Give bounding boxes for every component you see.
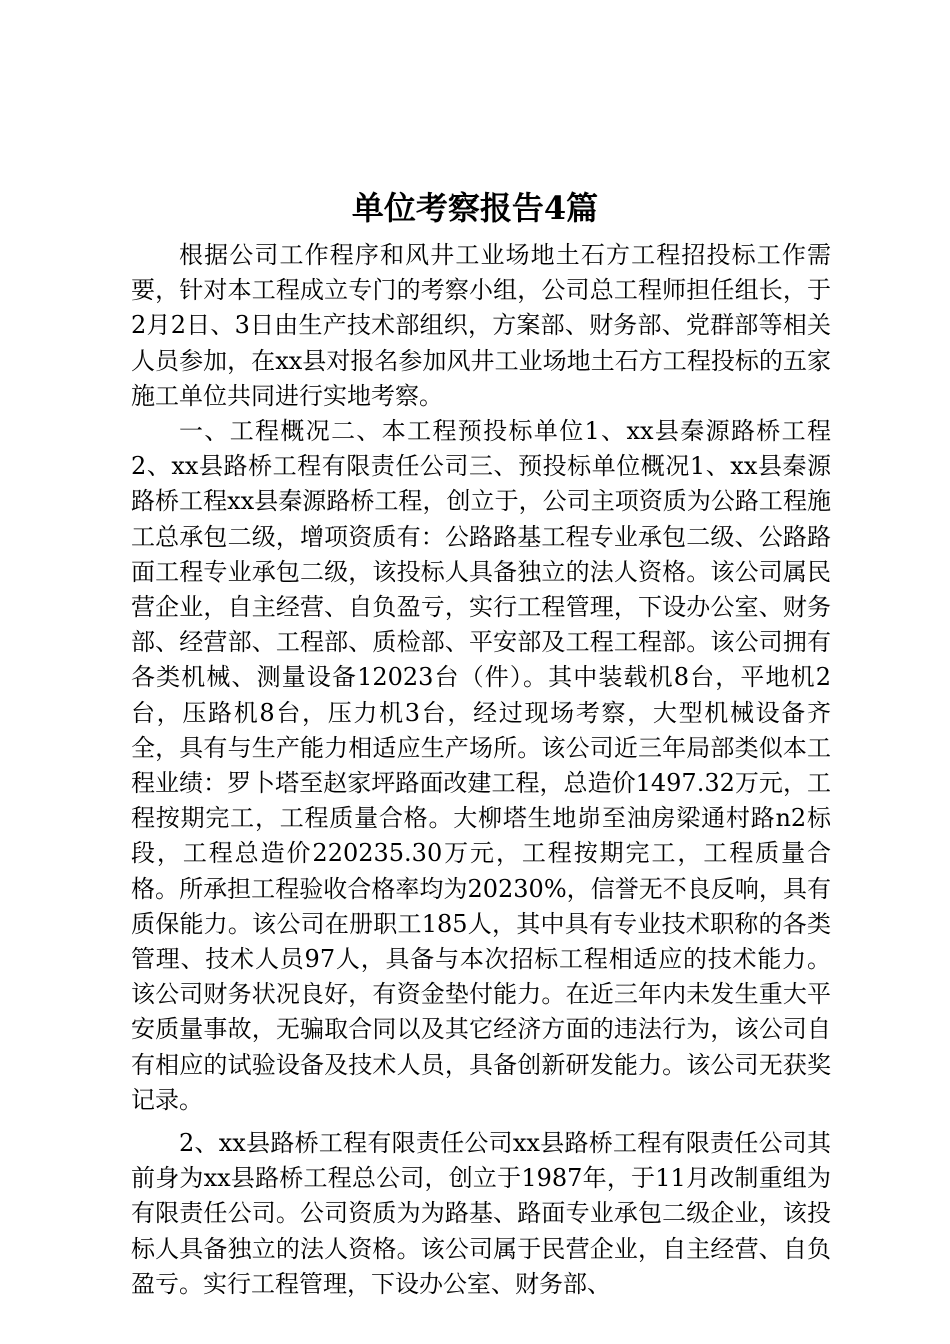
paragraph-intro: 根据公司工作程序和风井工业场地土石方工程招投标工作需要，针对本工程成立专门的考察小组，公司总工程师担任组长，于2月2日、3日由生产技术部组织，方案部、财务部、党群部等相关人员参加，在xx县对报名参加风井工业场地土石方工程投标的五家施工单位共同进行实地考察。 xyxy=(131,241,831,410)
paragraph-section-1: 一、工程概况二、本工程预投标单位1、xx县秦源路桥工程2、xx县路桥工程有限责任公司三、预投标单位概况1、xx县秦源路桥工程xx县秦源路桥工程，创立于，公司主项资质为公路工程施工总承包二级，增项资质有：公路路基工程专业承包二级、公路路面工程专业承包二级，该投标人具备独立的法人资格。该公司属民营企业，自主经营、自负盈亏，实行工程管理，下设办公室、财务部、经营部、工程部、质检部、平安部及工程工程部。该公司拥有各类机械、测量设备12023台（件）。其中装载机8台，平地机2台，压路机8台，压力机3台，经过现场考察，大型机械设备齐全，具有与生产能力相适应生产场所。该公司近三年局部类似本工程业绩：罗卜塔至赵家坪路面改建工程，总造价1497.32万元，工程按期完工，工程质量合格。大柳塔生地峁至油房梁通村路n2标段，工程总造价220235.30万元，工程按期完工，工程质量合格。所承担工程验收合格率均为20230%，信誉无不良反响，具有质保能力。该公司在册职工185人，其中具有专业技术职称的各类管理、技术人员97人，具备与本次招标工程相适应的技术能力。该公司财务状况良好，有资金垫付能力。在近三年内未发生重大平安质量事故，无骗取合同以及其它经济方面的违法行为，该公司自有相应的试验设备及技术人员，具备创新研发能力。该公司无获奖记录。 xyxy=(131,417,831,1114)
paragraph-section-2: 2、xx县路桥工程有限责任公司xx县路桥工程有限责任公司其前身为xx县路桥工程总公司，创立于1987年，于11月改制重组为有限责任公司。公司资质为为路基、路面专业承包二级企业，该投标人具备独立的法人资格。该公司属于民营企业，自主经营、自负盈亏。实行工程管理，下设办公室、财务部、 xyxy=(131,1129,831,1298)
document-body xyxy=(131,238,831,1302)
document-title: 单位考察报告4篇 xyxy=(351,189,599,227)
